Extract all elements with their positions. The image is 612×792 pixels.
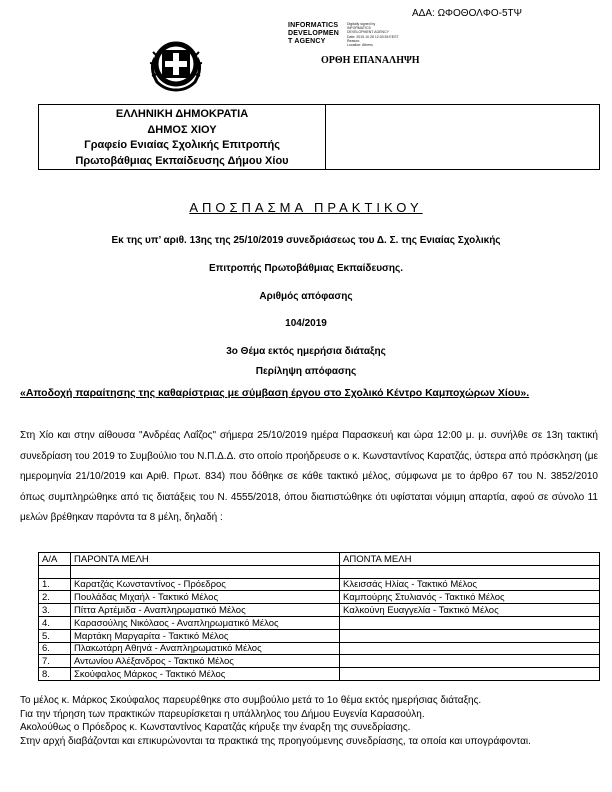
signature-details — [347, 22, 417, 47]
header-line: Γραφείο Ενιαίας Σχολικής Επιτροπής — [84, 139, 280, 151]
agenda-item: 3ο Θέμα εκτός ημερήσια διάταξης — [226, 346, 386, 357]
correct-repetition-label: ΟΡΘΗ ΕΠΑΝΑΛΗΨΗ — [321, 55, 420, 66]
absent-member: Καλκούνη Ευαγγελία - Τακτικό Μέλος — [340, 604, 600, 617]
absent-member — [340, 565, 600, 578]
col-header-absent: ΑΠΟΝΤΑ ΜΕΛΗ — [340, 553, 600, 566]
absent-member — [340, 668, 600, 681]
footer-line: Στην αρχή διαβάζονται και επικυρώνονται τα πρακτικά της προηγούμενης συνεδρίασης, τα οποία και υπογράφονται. — [20, 735, 531, 747]
present-member: Καρατζάς Κωνσταντίνος - Πρόεδρος — [71, 578, 340, 591]
ada-code: ΑΔΑ: ΩΦΟΘΟΛΦΟ-5ΤΨ — [412, 8, 522, 19]
table-row — [39, 616, 600, 629]
absent-member — [340, 629, 600, 642]
stamp-line: DEVELOPMEN — [288, 30, 340, 37]
header-divider — [325, 105, 326, 169]
stamp-detail: Reason: — [347, 38, 361, 43]
stamp-detail: Digitally signed by — [347, 22, 376, 26]
summary-label: Περίληψη απόφασης — [255, 366, 357, 377]
present-member: Μαρτάκη Μαργαρίτα - Τακτικό Μέλος — [71, 629, 340, 642]
row-number: 2. — [39, 591, 71, 604]
header-box — [38, 104, 600, 170]
meeting-paragraph: Στη Χίο και στην αίθουσα "Ανδρέας Λαΐζος" σήμερα 25/10/2019 ημέρα Παρασκευή και ώρα 12:00 μ. μ. συνήλθε σε 13η τακτική συνεδρίαση του 2019 το Συμβούλιο του Ν.Π.Δ.Δ. στο οποίο προήδρευσε ο κ. Κωνσταντίνος Καρατζάς, ύστερα από πρόσκληση (με ημερομηνία 21/10/2019 και Αριθ. Πρωτ. 834) που δόθηκε σε κάθε τακτικό μέλος, σύμφωνα με το άρθρο 67 του Ν. 3852/2010 όπως συμπληρώθηκε από τις διατάξεις του Ν. 4555/2018, όπου διαπιστώθηκε ότι υφίσταται νόμιμη απαρτία, αφού σε σύνολο 11 μελών βρέθηκαν παρόντα τα 8 μέλη, δηλαδή : — [20, 430, 598, 524]
absent-member: Κλεισσάς Ηλίας - Τακτικό Μέλος — [340, 578, 600, 591]
footer-line: Ακολούθως ο Πρόεδρος κ. Κωνσταντίνος Καρατζάς κήρυξε την έναρξη της συνεδρίασης. — [20, 722, 411, 733]
footer-text — [20, 694, 600, 748]
greek-emblem-icon — [143, 28, 209, 94]
header-line: Πρωτοβάθμιας Εκπαίδευσης Δήμου Χίου — [75, 154, 289, 167]
absent-member — [340, 642, 600, 655]
header-line: ΔΗΜΟΣ ΧΙΟΥ — [147, 123, 217, 136]
absent-member: Καμπούρης Στυλιανός - Τακτικό Μέλος — [340, 591, 600, 604]
table-row — [39, 565, 600, 578]
stamp-detail: Location: Athens — [347, 43, 373, 48]
absent-member — [340, 655, 600, 668]
committee-name: Επιτροπής Πρωτοβάθμιας Εκπαίδευσης. — [209, 263, 403, 274]
table-row — [39, 578, 600, 591]
present-member — [71, 565, 340, 578]
row-number: 6. — [39, 642, 71, 655]
stamp-detail: DEVELOPMENT AGENCY — [347, 30, 389, 35]
table-header-row — [39, 553, 600, 566]
header-line: ΕΛΛΗΝΙΚΗ ΔΗΜΟΚΡΑΤΙΑ — [115, 108, 249, 120]
present-member: Αντωνίου Αλέξανδρος - Τακτικό Μέλος — [71, 655, 340, 668]
stamp-detail: INFORMATICS — [347, 26, 371, 31]
present-member: Πίττα Αρτέμιδα - Αναπληρωματικό Μέλος — [71, 604, 340, 617]
meeting-reference: Εκ της υπ’ αριθ. 13ης της 25/10/2019 συνεδριάσεως του Δ. Σ. της Ενιαίας Σχολικής — [111, 235, 501, 246]
present-member: Σκούφαλος Μάρκος - Τακτικό Μέλος — [71, 668, 340, 681]
table-row — [39, 604, 600, 617]
stamp-line: INFORMATICS — [288, 22, 339, 29]
table-row — [39, 668, 600, 681]
present-member: Πλακωτάρη Αθηνά - Αναπληρωματικό Μέλος — [71, 642, 340, 655]
table-row — [39, 642, 600, 655]
present-member: Καρασούλης Νικόλαος - Αναπληρωματικό Μέλος — [71, 616, 340, 629]
members-table — [38, 552, 600, 681]
absent-member — [340, 616, 600, 629]
row-number: 8. — [39, 668, 71, 681]
col-header-aa: Α/Α — [39, 553, 71, 566]
decision-subject: «Αποδοχή παραίτησης της καθαρίστριας με σύμβαση έργου στο Σχολικό Κέντρο Καμποχώρων Χίου». — [20, 387, 530, 399]
signature-stamp — [288, 22, 350, 46]
header-text — [39, 107, 325, 169]
stamp-line: T AGENCY — [288, 38, 326, 45]
row-number: 1. — [39, 578, 71, 591]
row-number — [39, 565, 71, 578]
decision-number: 104/2019 — [285, 318, 327, 329]
row-number: 3. — [39, 604, 71, 617]
present-member: Πουλάδας Μιχαήλ - Τακτικό Μέλος — [71, 591, 340, 604]
document-title — [0, 200, 612, 215]
footer-line: Για την τήρηση των πρακτικών παρευρίσκεται η υπάλληλος του Δήμου Ευγενία Καρασούλη. — [20, 708, 425, 720]
decision-number-label: Αριθμός απόφασης — [259, 291, 353, 302]
col-header-present: ΠΑΡΟΝΤΑ ΜΕΛΗ — [71, 553, 340, 566]
table-row — [39, 629, 600, 642]
table-row — [39, 591, 600, 604]
footer-line: Το μέλος κ. Μάρκος Σκούφαλος παρευρέθηκε στο συμβούλιο μετά το 1ο θέμα εκτός ημερήσιας διάταξης. — [20, 695, 482, 706]
row-number: 7. — [39, 655, 71, 668]
table-row — [39, 655, 600, 668]
row-number: 4. — [39, 616, 71, 629]
document-title-text: ΑΠΟΣΠΑΣΜΑ ΠΡΑΚΤΙΚΟΥ — [189, 200, 423, 215]
stamp-detail: Date: 2019.10.28 12:03:35 EEST — [347, 34, 399, 39]
row-number: 5. — [39, 629, 71, 642]
